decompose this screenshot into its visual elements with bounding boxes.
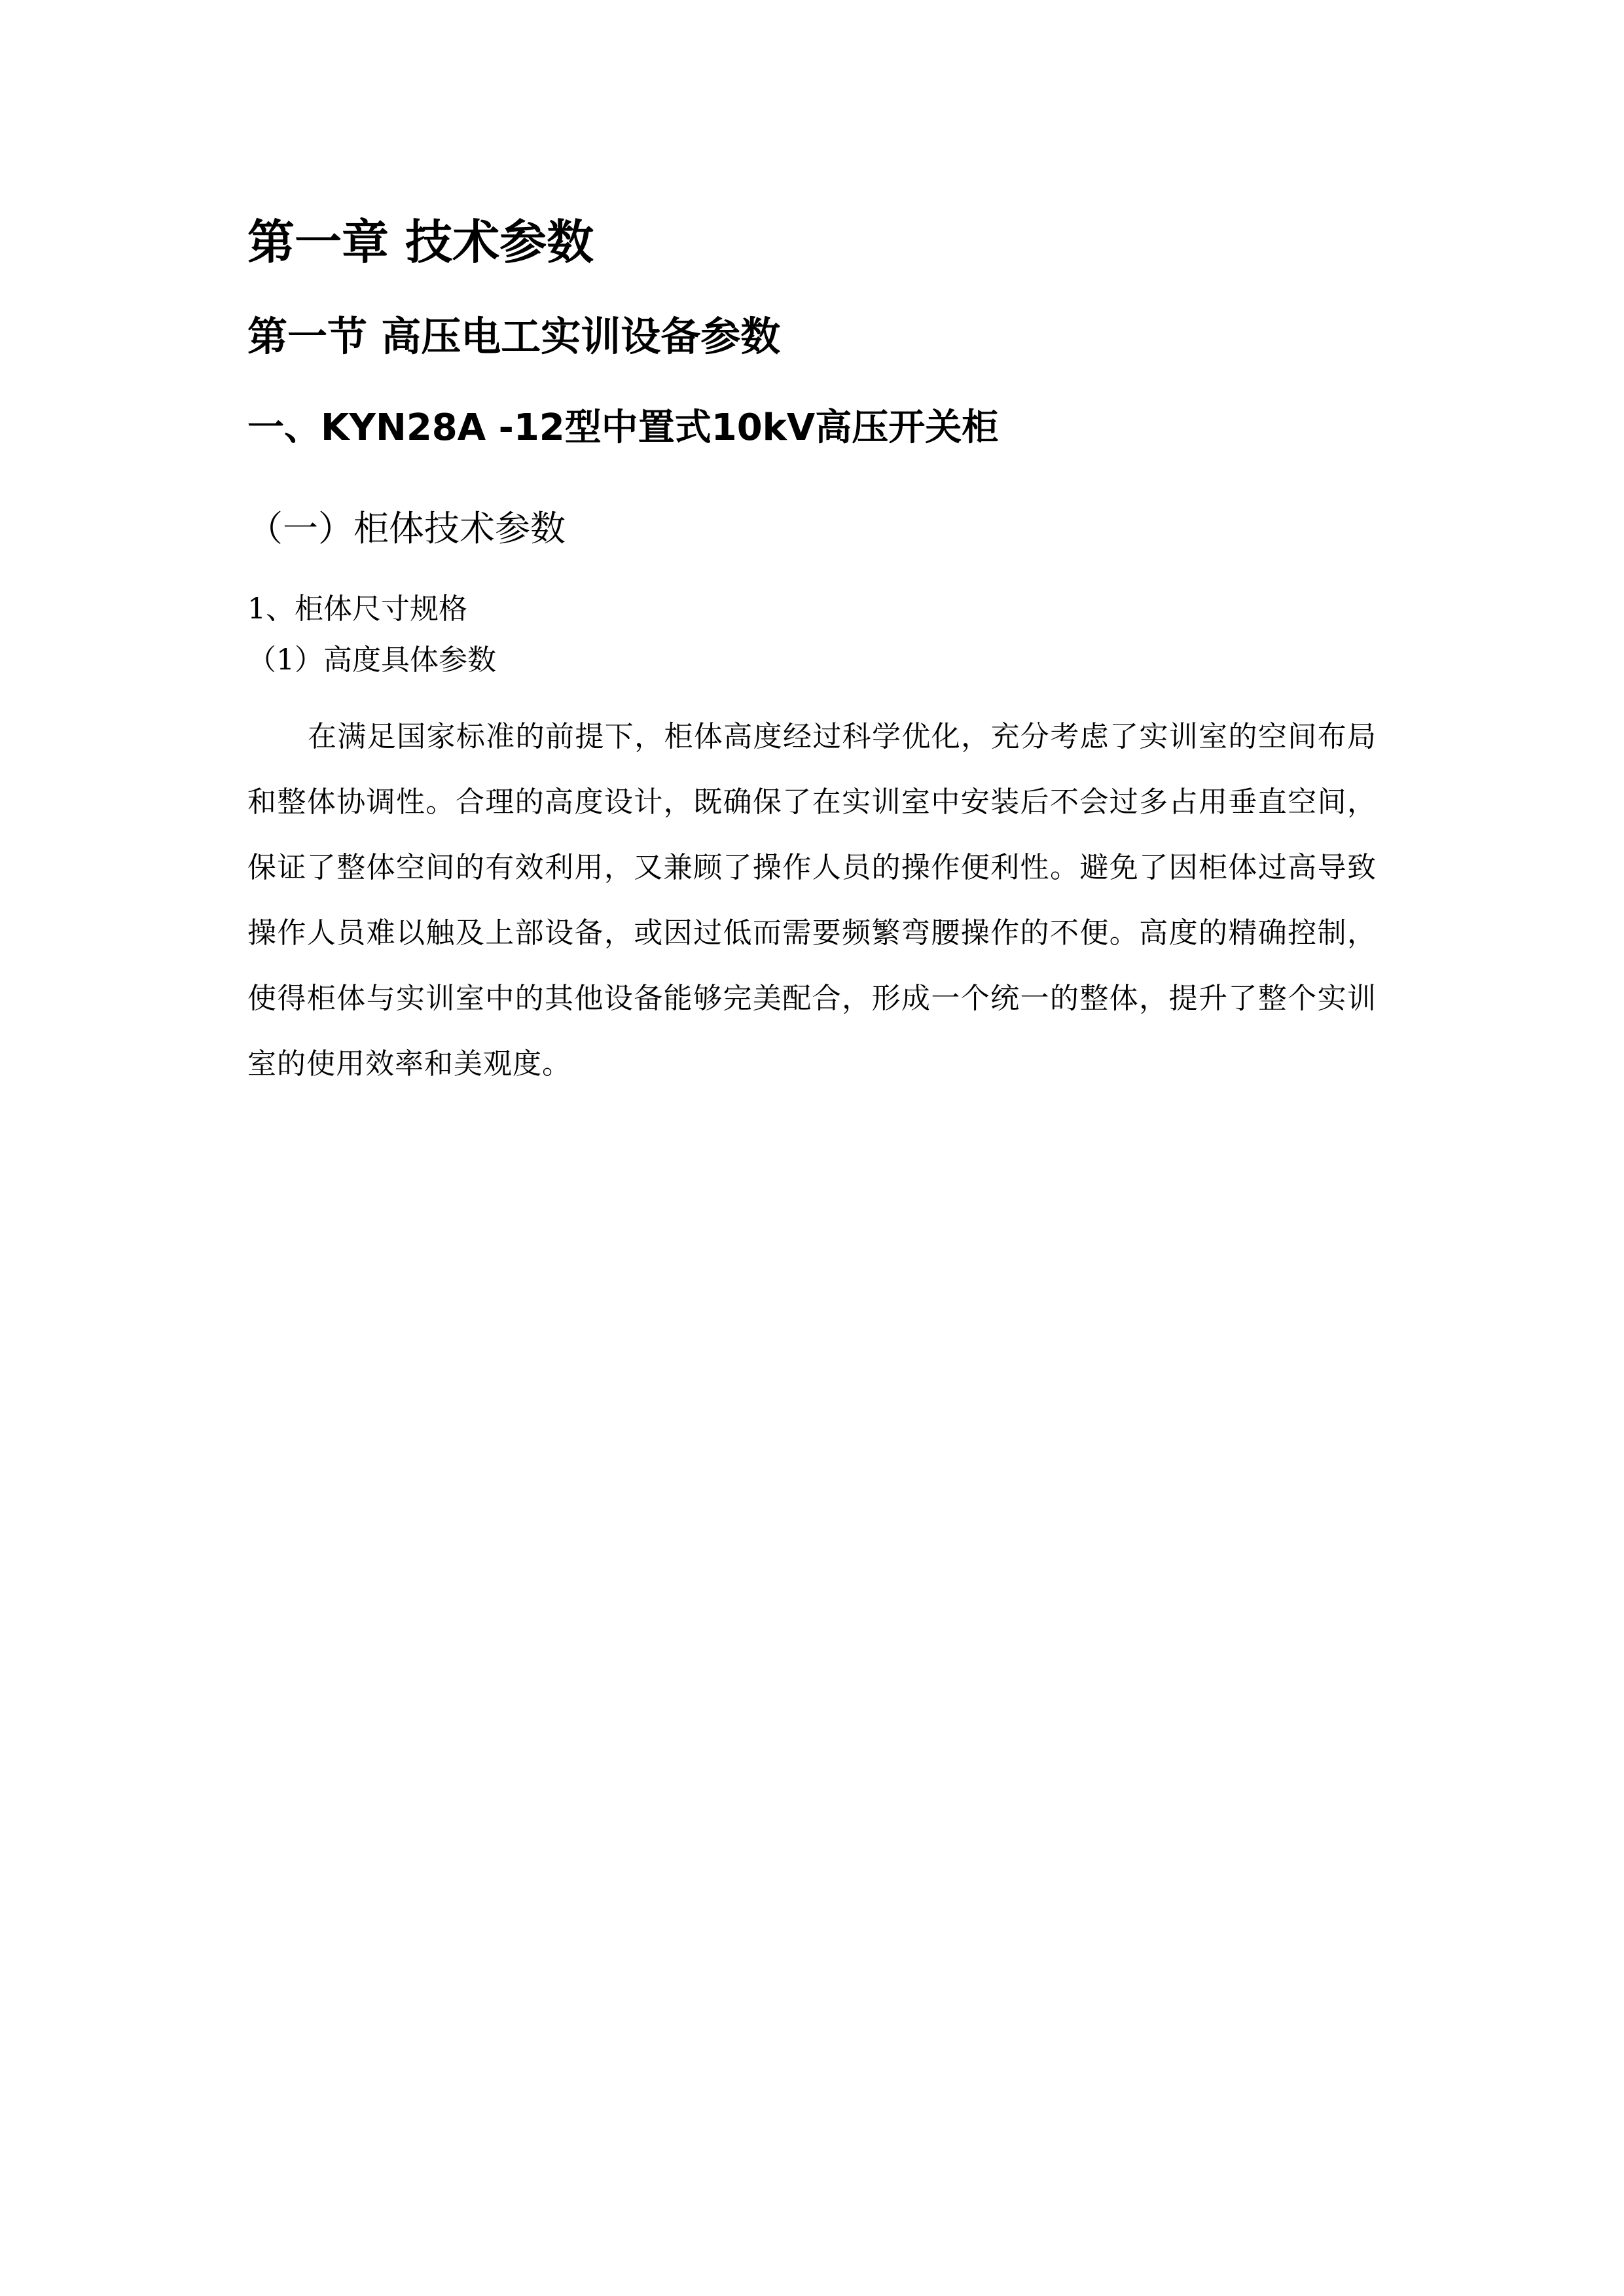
subpoint-title: （1）高度具体参数 [247,643,496,677]
point-title: 1、柜体尺寸规格 [247,592,467,626]
body-paragraph: 在满足国家标准的前提下，柜体高度经过科学优化，充分考虑了实训室的空间布局和整体协调性。合理的高度设计，既确保了在实训室中安装后不会过多占用垂直空间，保证了整体空间的有效利用，又兼顾了操作人员的操作便利性。避免了因柜体过高导致操作人员难以触及上部设备，或因过低而需要频繁弯腰操作的不便。高度的精确控制，使得柜体与实训室中的其他设备能够完美配合，形成一个统一的整体，提升了整个实训室的使用效率和美观度。 [247,720,1377,1081]
subsection-title: （一）柜体技术参数 [247,508,566,549]
document-content [247,209,1377,1097]
chapter-title: 第一章 技术参数 [247,215,594,270]
item-title: 一、KYN28A -12型中置式10kV高压开关柜 [247,406,999,449]
section-title: 第一节 高压电工实训设备参数 [247,314,781,360]
